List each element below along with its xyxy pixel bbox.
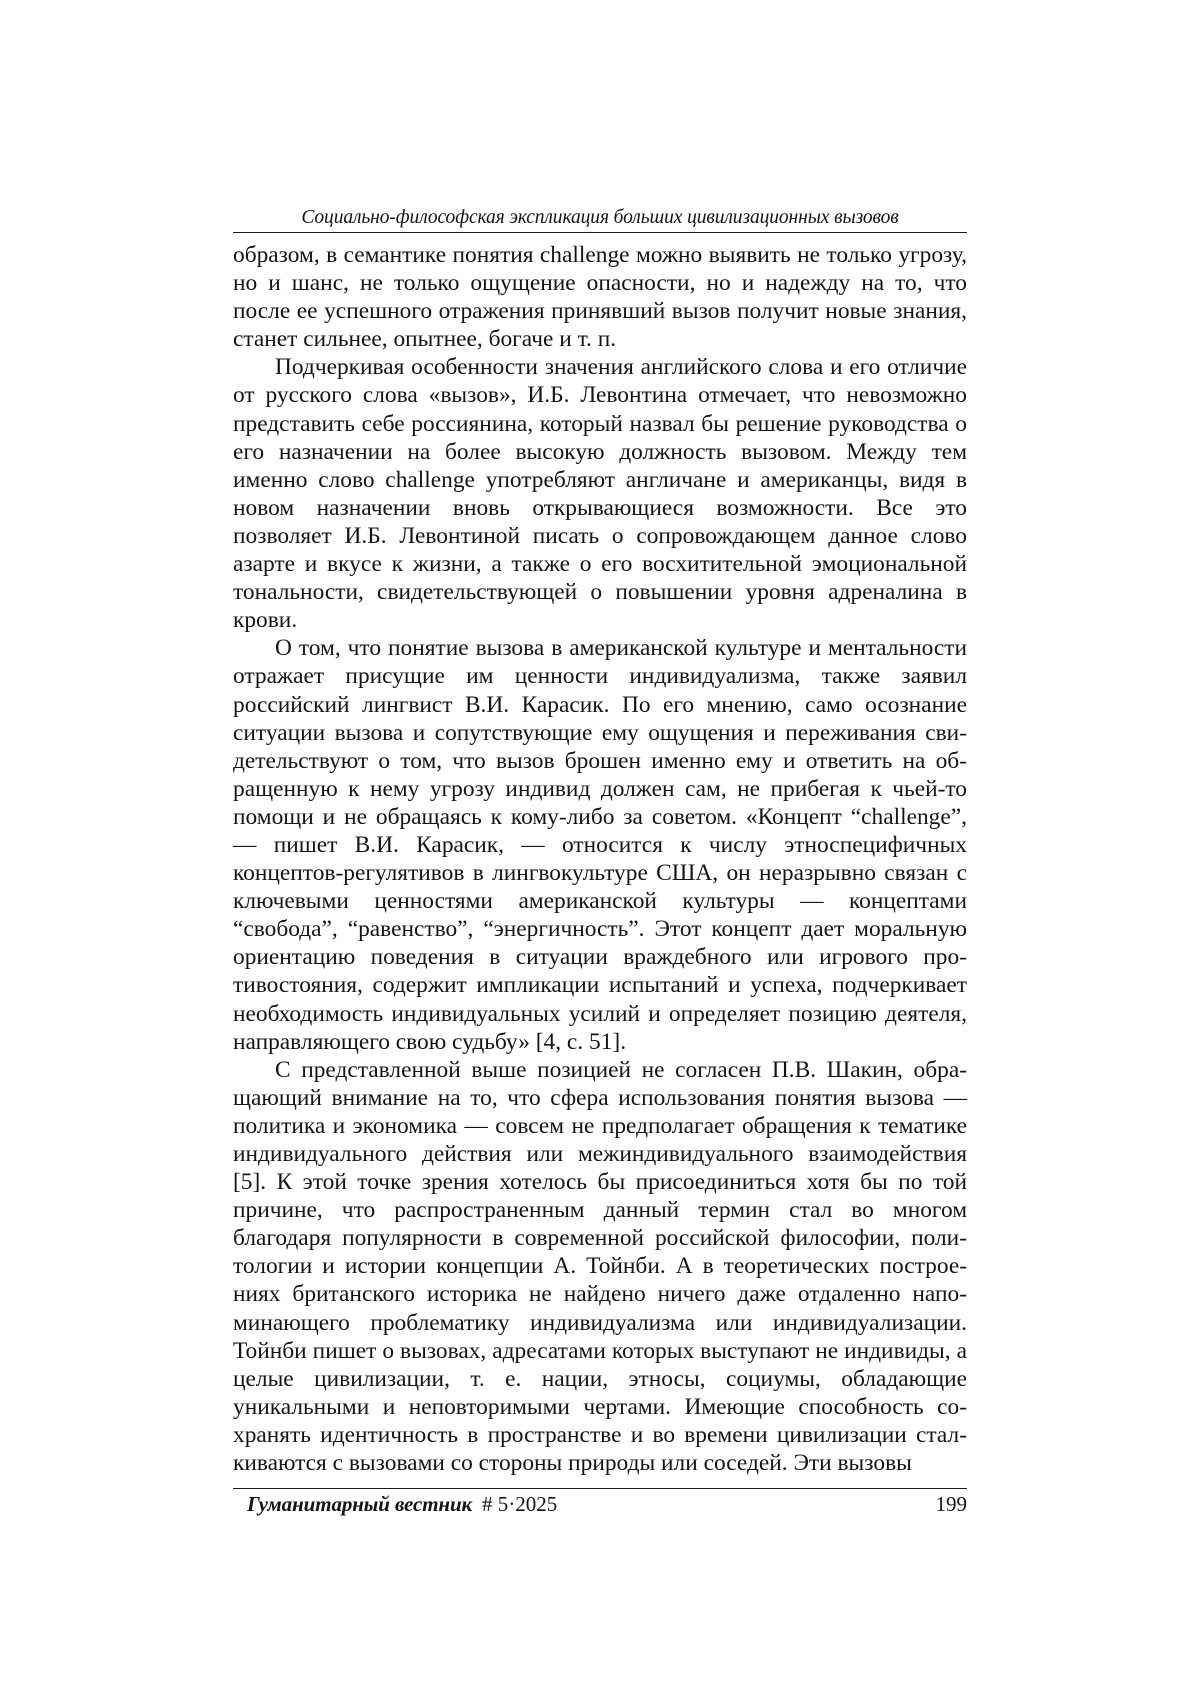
footer-rule — [233, 1488, 967, 1489]
paragraph: О том, что понятие вызова в американской культуре и ментальности отражает присущие им ценности индивидуализма, также заявил российский лингвист В.И. Карасик. По его мнению, само осознание ситуации вызова и сопутствующие ему ощущения и переживания свидетельствуют о том, что вызов брошен именно ему и ответить на обращенную к нему угрозу индивид должен сам, не прибегая к чьей-то помощи и не обращаясь к кому-либо за советом. «Концепт “challenge”, — пишет В.И. Карасик, — относится к числу этноспецифичных концептов-регулятивов в лингвокультуре США, он неразрывно связан с ключевыми ценностями американской культуры — концептами “свобода”, “равенство”, “энергичность”. Этот концепт дает моральную ориентацию поведения в ситуации враждебного или игрового противостояния, содержит импликации испытаний и успеха, подчеркивает необходимость индивидуальных усилий и определяет позицию деятеля, направляющего свою судьбу» [4, с. 51]. — [233, 635, 967, 1055]
paragraph: С представленной выше позицией не согласен П.В. Шакин, обращающий внимание на то, что сфера использования понятия вызова — политика и экономика — совсем не предполагает обращения к тематике индивидуального действия или межиндивидуального взаимодействия [5]. К этой точке зрения хотелось бы присоединиться хотя бы по той причине, что распространенным данный термин стал во многом благодаря популярности в современной российской философии, политологии и истории концепции А. Тойнби. А в теоретических построениях британского историка не найдено ничего даже отдаленно напоминающего проблематику индивидуализма или индивидуализации. Тойнби пишет о вызовах, адресатами которых выступают не индивиды, а целые цивилизации, т. е. нации, этносы, социумы, обладающие уникальными и неповторимыми чертами. Имеющие способность сохранять идентичность в пространстве и во времени цивилизации сталкиваются с вызовами со стороны природы или соседей. Эти вызовы — [233, 1056, 967, 1477]
page-footer — [233, 1490, 967, 1520]
header-rule — [233, 232, 967, 233]
article-body — [233, 241, 967, 1477]
paragraph-continuation: образом, в семантике понятия challenge можно выявить не только угрозу, но и шанс, не только ощущение опасности, но и надежду на то, что после ее успешного отражения принявший вызов получит новые знания, станет сильнее, опытнее, богаче и т. п. — [233, 242, 967, 353]
running-title: Социально-философская экспликация больших цивилизационных вызовов — [301, 207, 899, 228]
issue-number: # 5·2025 — [482, 1492, 558, 1516]
paragraph: Подчеркивая особенности значения английского слова и его отличие от русского слова «вызов», И.Б. Левонтина отмечает, что невозможно представить себе россиянина, который назвал бы решение руководства о его назначении на более высокую должность вызовом. Между тем именно слово challenge употребляют англичане и американцы, видя в новом назначении вновь открывающиеся возможности. Все это позволяет И.Б. Левонтиной писать о сопровождающем данное слово азарте и вкусе к жизни, а также о его восхитительной эмоциональной тональности, свидетельствующей о повышении уровня адреналина в крови. — [233, 354, 967, 634]
page-number: 199 — [935, 1492, 967, 1516]
journal-title: Гуманитарный вестник — [247, 1492, 473, 1516]
